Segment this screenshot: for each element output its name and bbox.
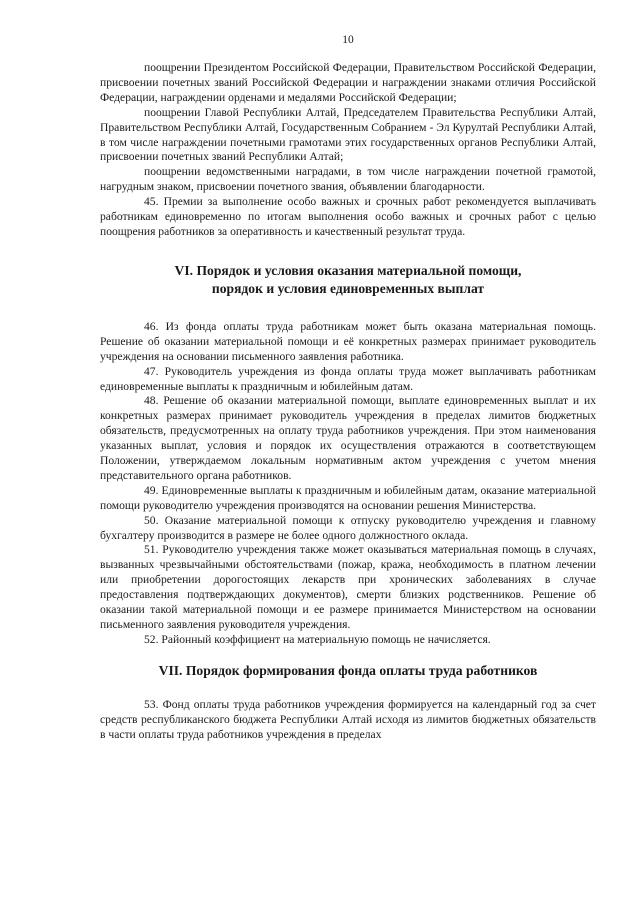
paragraph-47: 47. Руководитель учреждения из фонда оплаты труда может выплачивать работникам единовременные выплаты к праздничным и юбилейным датам. xyxy=(100,364,596,393)
paragraph-53: 53. Фонд оплаты труда работников учреждения формируется на календарный год за счет средств республиканского бюджета Республики Алтай исходя из лимитов бюджетных обязательств в части оплаты труда работников учреждения в пределах xyxy=(100,698,596,742)
paragraph-48: 48. Решение об оказании материальной помощи, выплате единовременных выплат и их конкретных размерах принимает руководитель учреждения в пределах лимитов бюджетных обязательств, предусмотренных на оплату труда работников учреждения. При этом наименования указанных выплат, условия и порядок их осуществления отражаются в соответствующем Положении, утверждаемом локальным нормативным актом учреждения с учетом мнения представительного органа работников. xyxy=(100,394,596,482)
page-number: 10 xyxy=(342,34,354,46)
section-vi-heading-line2: порядок и условия единовременных выплат xyxy=(211,281,485,297)
paragraph-awards-departmental: поощрении ведомственными наградами, в том числе награждении почетной грамотой, нагрудным знаком, присвоении почетного звания, объявлении благодарности. xyxy=(100,165,596,194)
paragraph-45: 45. Премии за выполнение особо важных и срочных работ рекомендуется выплачивать работникам единовременно по итогам выполнения особо важных и срочных работ с целью поощрения работников за оперативность и качественный результат труда. xyxy=(100,195,596,238)
paragraph-awards-federal: поощрении Президентом Российской Федерации, Правительством Российской Федерации, присвоении почетных званий Российской Федерации и награждении знаками отличия Российской Федерации, награждении орденами и медалями Российской Федерации; xyxy=(100,61,596,104)
section-vii-heading: VII. Порядок формирования фонда оплаты труда работников xyxy=(158,662,538,678)
section-vi-heading-line1: VI. Порядок и условия оказания материальной помощи, xyxy=(174,262,522,278)
paragraph-awards-republic: поощрении Главой Республики Алтай, Председателем Правительства Республики Алтай, Правительством Республики Алтай, Государственным Собранием - Эл Курултай Республики Алтай, в том числе награждении почетными грамотами этих государственных органов Республики Алтай, присвоении почетных званий Республики Алтай; xyxy=(100,105,596,164)
paragraph-51: 51. Руководителю учреждения также может оказываться материальная помощь в случаях, вызванных чрезвычайными обстоятельствами (пожар, кража, необходимость в платном лечении или приобретении дорогостоящих лекарств при хронических заболеваниях в случае предоставления подтверждающих документов), смерти близких родственников. Решение об оказании такой материальной помощи и ее размере принимается Министерством на основании письменного заявления руководителя учреждения. xyxy=(100,543,596,631)
paragraph-52: 52. Районный коэффициент на материальную помощь не начисляется. xyxy=(144,632,491,646)
paragraph-49: 49. Единовременные выплаты к праздничным и юбилейным датам, оказание материальной помощи руководителю учреждения производятся на основании решения Министерства. xyxy=(100,483,596,512)
paragraph-46: 46. Из фонда оплаты труда работникам может быть оказана материальная помощь. Решение об оказании материальной помощи и её конкретных размерах принимает руководитель учреждения на основании письменного заявления работника. xyxy=(100,319,596,363)
paragraph-50: 50. Оказание материальной помощи к отпуску руководителю учреждения и главному бухгалтеру производится в размере не более одного должностного оклада. xyxy=(100,513,596,542)
section-vi-heading xyxy=(100,262,596,299)
